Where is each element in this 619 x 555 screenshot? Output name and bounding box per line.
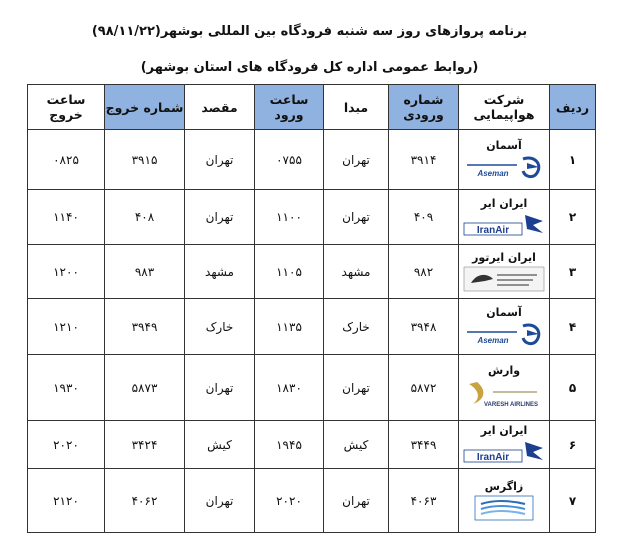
- svg-text:Aseman: Aseman: [477, 336, 509, 345]
- airline-cell: [459, 421, 550, 469]
- arrival-time: ۱۱۰۰: [255, 190, 324, 245]
- table-row: [28, 299, 596, 355]
- arrival-time: ۱۸۳۰: [255, 355, 324, 421]
- destination: تهران: [185, 130, 255, 190]
- iranairtour-logo-icon: [463, 265, 545, 293]
- arrival-number: ۹۸۲: [389, 245, 459, 299]
- aseman-logo-icon: [463, 153, 545, 181]
- arrival-time: ۲۰۲۰: [255, 469, 324, 533]
- departure-number: ۵۸۷۳: [105, 355, 185, 421]
- arrival-number: ۳۹۱۴: [389, 130, 459, 190]
- table-row: [28, 355, 596, 421]
- airline-name: آسمان: [486, 306, 522, 319]
- departure-number: ۹۸۳: [105, 245, 185, 299]
- departure-number: ۳۹۴۹: [105, 299, 185, 355]
- airline-cell: [459, 130, 550, 190]
- arrival-number: ۳۴۴۹: [389, 421, 459, 469]
- airline-name: آسمان: [486, 139, 522, 152]
- arrival-number: ۴۰۹: [389, 190, 459, 245]
- airline-name: زاگرس: [484, 480, 524, 493]
- origin: تهران: [324, 190, 389, 245]
- arrival-time: ۱۱۰۵: [255, 245, 324, 299]
- row-number: ۴: [550, 299, 596, 355]
- table-row: [28, 421, 596, 469]
- departure-time: ۱۲۰۰: [28, 245, 105, 299]
- departure-time: ۱۹۳۰: [28, 355, 105, 421]
- airline-cell: [459, 355, 550, 421]
- arrival-number: ۳۹۴۸: [389, 299, 459, 355]
- header-arrival-number: شماره ورودی: [389, 85, 459, 130]
- zagros-logo-icon: [463, 494, 545, 522]
- header-arrival-time: ساعت ورود: [255, 85, 324, 130]
- arrival-time: ۱۱۳۵: [255, 299, 324, 355]
- origin: تهران: [324, 130, 389, 190]
- svg-text:IranAir: IranAir: [476, 224, 510, 236]
- destination: خارک: [185, 299, 255, 355]
- header-origin: مبدا: [324, 85, 389, 130]
- airline-cell: [459, 190, 550, 245]
- airline-cell: [459, 245, 550, 299]
- row-number: ۱: [550, 130, 596, 190]
- airline-name: ایران ایر: [480, 424, 528, 437]
- table-row: [28, 469, 596, 533]
- airline-name: ایران ایر: [480, 196, 528, 210]
- arrival-number: ۴۰۶۳: [389, 469, 459, 533]
- svg-text:IranAir: IranAir: [476, 452, 510, 463]
- departure-number: ۴۰۶۲: [105, 469, 185, 533]
- table-row: [28, 130, 596, 190]
- header-row-number: ردیف: [550, 85, 596, 130]
- departure-number: ۴۰۸: [105, 190, 185, 245]
- header-destination: مقصد: [185, 85, 255, 130]
- departure-time: ۱۱۴۰: [28, 190, 105, 245]
- origin: خارک: [324, 299, 389, 355]
- departure-number: ۳۴۲۴: [105, 421, 185, 469]
- row-number: ۷: [550, 469, 596, 533]
- varesh-logo-icon: [463, 378, 545, 412]
- table-row: [28, 190, 596, 245]
- origin: تهران: [324, 469, 389, 533]
- origin: کیش: [324, 421, 389, 469]
- iranair-logo-icon: [463, 211, 545, 239]
- destination: کیش: [185, 421, 255, 469]
- iranair-logo-icon: [463, 438, 545, 466]
- arrival-time: ۱۹۴۵: [255, 421, 324, 469]
- airline-name: وارش: [487, 364, 521, 377]
- row-number: ۵: [550, 355, 596, 421]
- departure-time: ۱۲۱۰: [28, 299, 105, 355]
- origin: تهران: [324, 355, 389, 421]
- departure-time: ۲۰۲۰: [28, 421, 105, 469]
- arrival-number: ۵۸۷۲: [389, 355, 459, 421]
- origin: مشهد: [324, 245, 389, 299]
- airline-name: ایران ایرتور: [472, 251, 536, 264]
- destination: تهران: [185, 190, 255, 245]
- airline-cell: [459, 469, 550, 533]
- row-number: ۳: [550, 245, 596, 299]
- destination: تهران: [185, 469, 255, 533]
- aseman-logo-icon: [463, 320, 545, 348]
- departure-number: ۳۹۱۵: [105, 130, 185, 190]
- table-row: [28, 245, 596, 299]
- svg-text:Aseman: Aseman: [477, 169, 509, 178]
- departure-time: ۲۱۲۰: [28, 469, 105, 533]
- page-subtitle: (روابط عمومی اداره کل فرودگاه های استان بوشهر): [140, 60, 479, 75]
- airline-cell: [459, 299, 550, 355]
- header-departure-number: شماره خروج: [105, 85, 185, 130]
- destination: مشهد: [185, 245, 255, 299]
- header-airline: شرکت هواپیمایی: [459, 85, 550, 130]
- page-title: برنامه پروازهای روز سه شنبه فرودگاه بین المللی بوشهر(۹۸/۱۱/۲۲): [91, 24, 528, 39]
- svg-text:VARESH AIRLINES: VARESH AIRLINES: [483, 402, 539, 408]
- row-number: ۲: [550, 190, 596, 245]
- flight-schedule-table: [27, 84, 596, 533]
- destination: تهران: [185, 355, 255, 421]
- table-header-row: [28, 85, 596, 130]
- row-number: ۶: [550, 421, 596, 469]
- arrival-time: ۰۷۵۵: [255, 130, 324, 190]
- departure-time: ۰۸۲۵: [28, 130, 105, 190]
- header-departure-time: ساعت خروج: [28, 85, 105, 130]
